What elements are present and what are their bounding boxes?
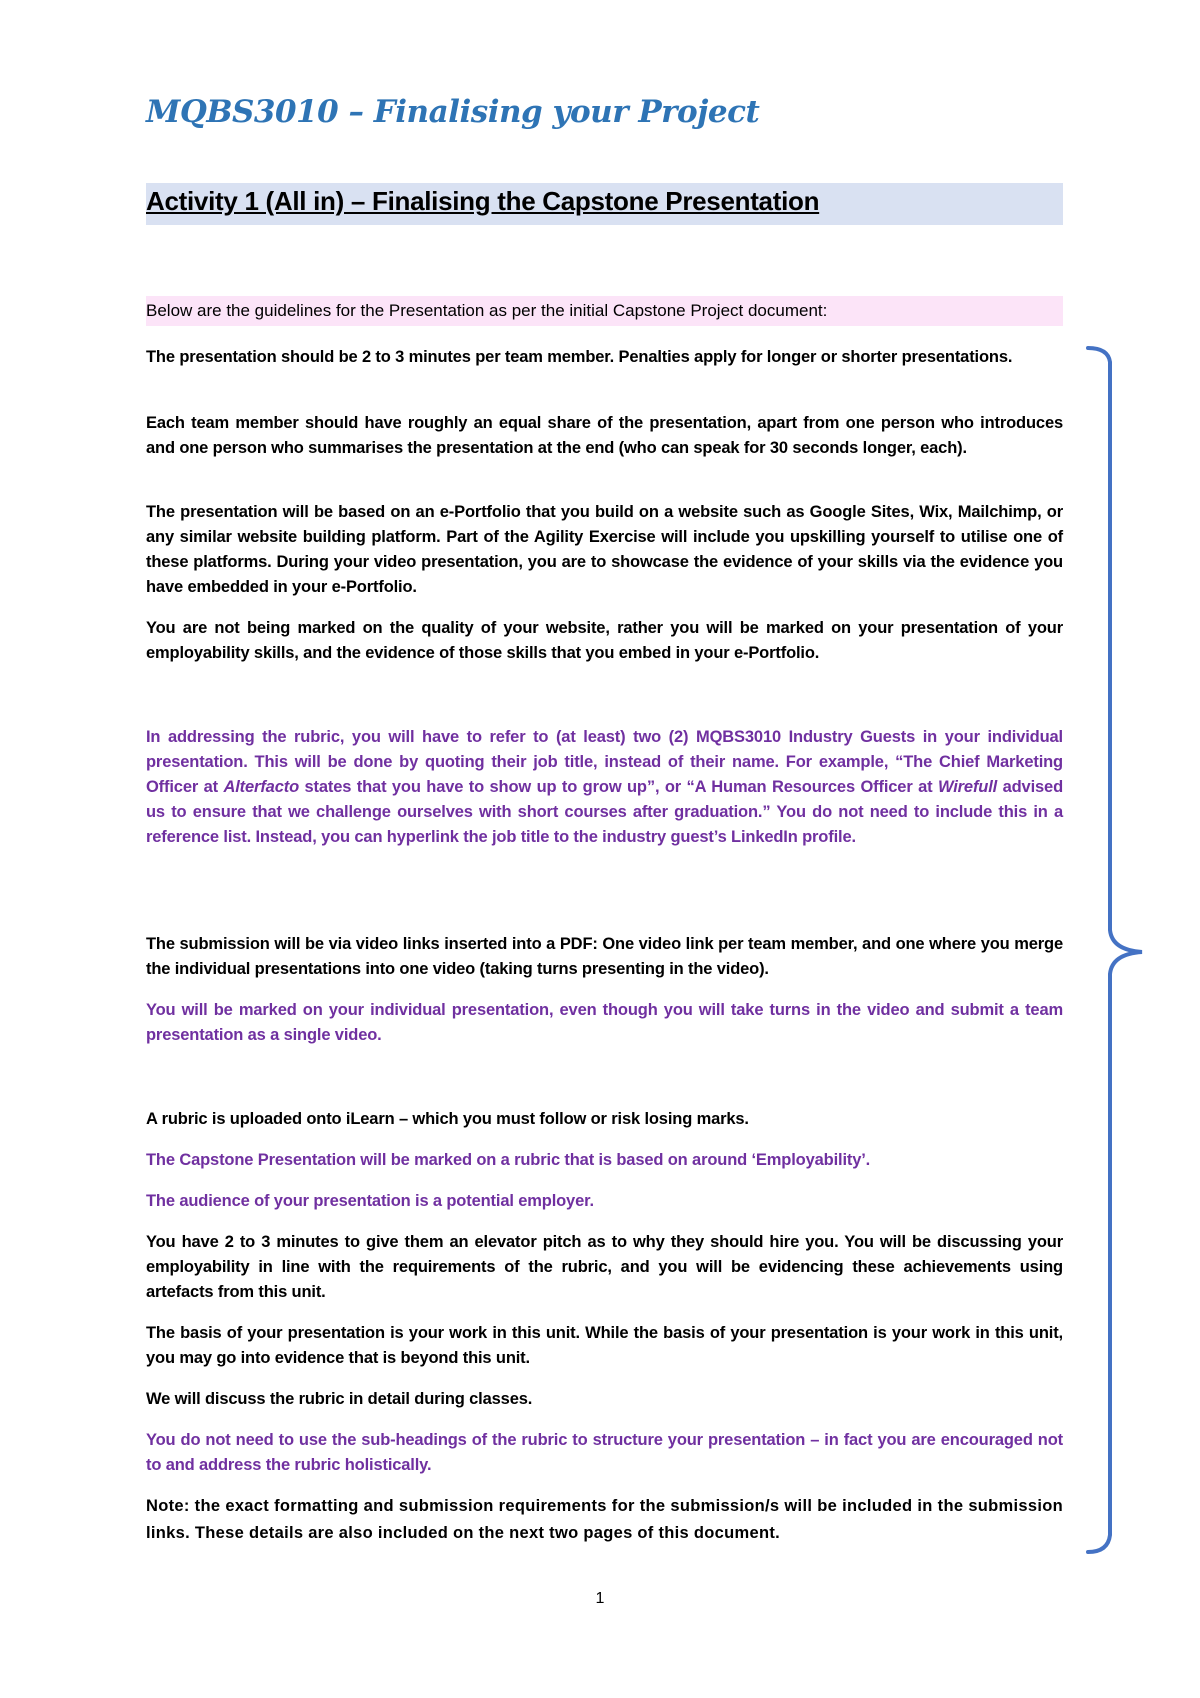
paragraph-rubric-ilearn: A rubric is uploaded onto iLearn – which you must follow or risk losing marks. (146, 1110, 749, 1128)
paragraph-note-formatting: Note: the exact formatting and submission requirements for the submission/s will be included in the submission links. These details are also included on the next two pages of this document. (146, 1497, 1063, 1542)
paragraph-sub-headings: You do not need to use the sub-headings of the rubric to structure your presentation – in fact you are encouraged not to and address the rubric holistically. (146, 1431, 1063, 1474)
paragraph-employability-rubric: The Capstone Presentation will be marked on a rubric that is based on around ‘Employability’. (146, 1151, 871, 1169)
paragraph-audience: The audience of your presentation is a potential employer. (146, 1192, 594, 1210)
intro-line: Below are the guidelines for the Presentation as per the initial Capstone Project document: (146, 301, 828, 320)
company-name-wirefull: Wirefull (937, 778, 998, 796)
paragraph-elevator-pitch: You have 2 to 3 minutes to give them an elevator pitch as to why they should hire you. You will be discussing your employability in line with the requirements of the rubric, and you will be evidencing these achievements using artefacts from this unit. (146, 1233, 1063, 1301)
paragraph-discuss-rubric: We will discuss the rubric in detail during classes. (146, 1390, 533, 1408)
page-number: 1 (595, 1590, 605, 1607)
paragraph-industry-guests (146, 725, 1063, 850)
company-name-alterfacto: Alterfacto (223, 778, 299, 796)
industry-guests-text-2: states that you have to show up to grow up”, or “A Human Resources Officer at (299, 778, 938, 796)
paragraph-presentation-length: The presentation should be 2 to 3 minutes per team member. Penalties apply for longer or shorter presentations. (146, 348, 1013, 366)
paragraph-not-marked-website: You are not being marked on the quality of your website, rather you will be marked on your presentation of your employability skills, and the evidence of those skills that you embed in your e-Portfolio. (146, 619, 1063, 662)
industry-guests-text-3: advised us to ensure that we challenge ourselves with short courses after graduation.” You do not need to include this in a reference list. Instead, you can hyperlink the job title to the industry guest’s LinkedIn profile. (146, 778, 1063, 846)
right-curly-brace-icon (1080, 340, 1160, 1560)
paragraph-individual-marking: You will be marked on your individual presentation, even though you will take turns in the video and submit a team presentation as a single video. (146, 1001, 1063, 1044)
industry-guests-text-1: In addressing the rubric, you will have to refer to (at least) two (2) MQBS3010 Industry Guests in your individual presentation. This will be done by quoting their job title, instead of their name. For example, “The Chief Marketing Officer at (146, 728, 1063, 796)
paragraph-equal-share: Each team member should have roughly an equal share of the presentation, apart from one person who introduces and one person who summarises the presentation at the end (who can speak for 30 seconds longer, each). (146, 414, 1063, 457)
activity-heading: Activity 1 (All in) – Finalising the Capstone Presentation (146, 186, 820, 216)
paragraph-basis-of-presentation: The basis of your presentation is your work in this unit. While the basis of your presentation is your work in this unit, you may go into evidence that is beyond this unit. (146, 1324, 1063, 1367)
paragraph-submission-links: The submission will be via video links inserted into a PDF: One video link per team member, and one where you merge the individual presentations into one video (taking turns presenting in the video). (146, 935, 1063, 978)
paragraph-eportfolio: The presentation will be based on an e-Portfolio that you build on a website such as Google Sites, Wix, Mailchimp, or any similar website building platform. Part of the Agility Exercise will include you upskilling yourself to utilise one of these platforms. During your video presentation, you are to showcase the evidence of your skills via the evidence you have embedded in your e-Portfolio. (146, 503, 1063, 596)
document-title: MQBS3010 – Finalising your Project (146, 94, 760, 130)
